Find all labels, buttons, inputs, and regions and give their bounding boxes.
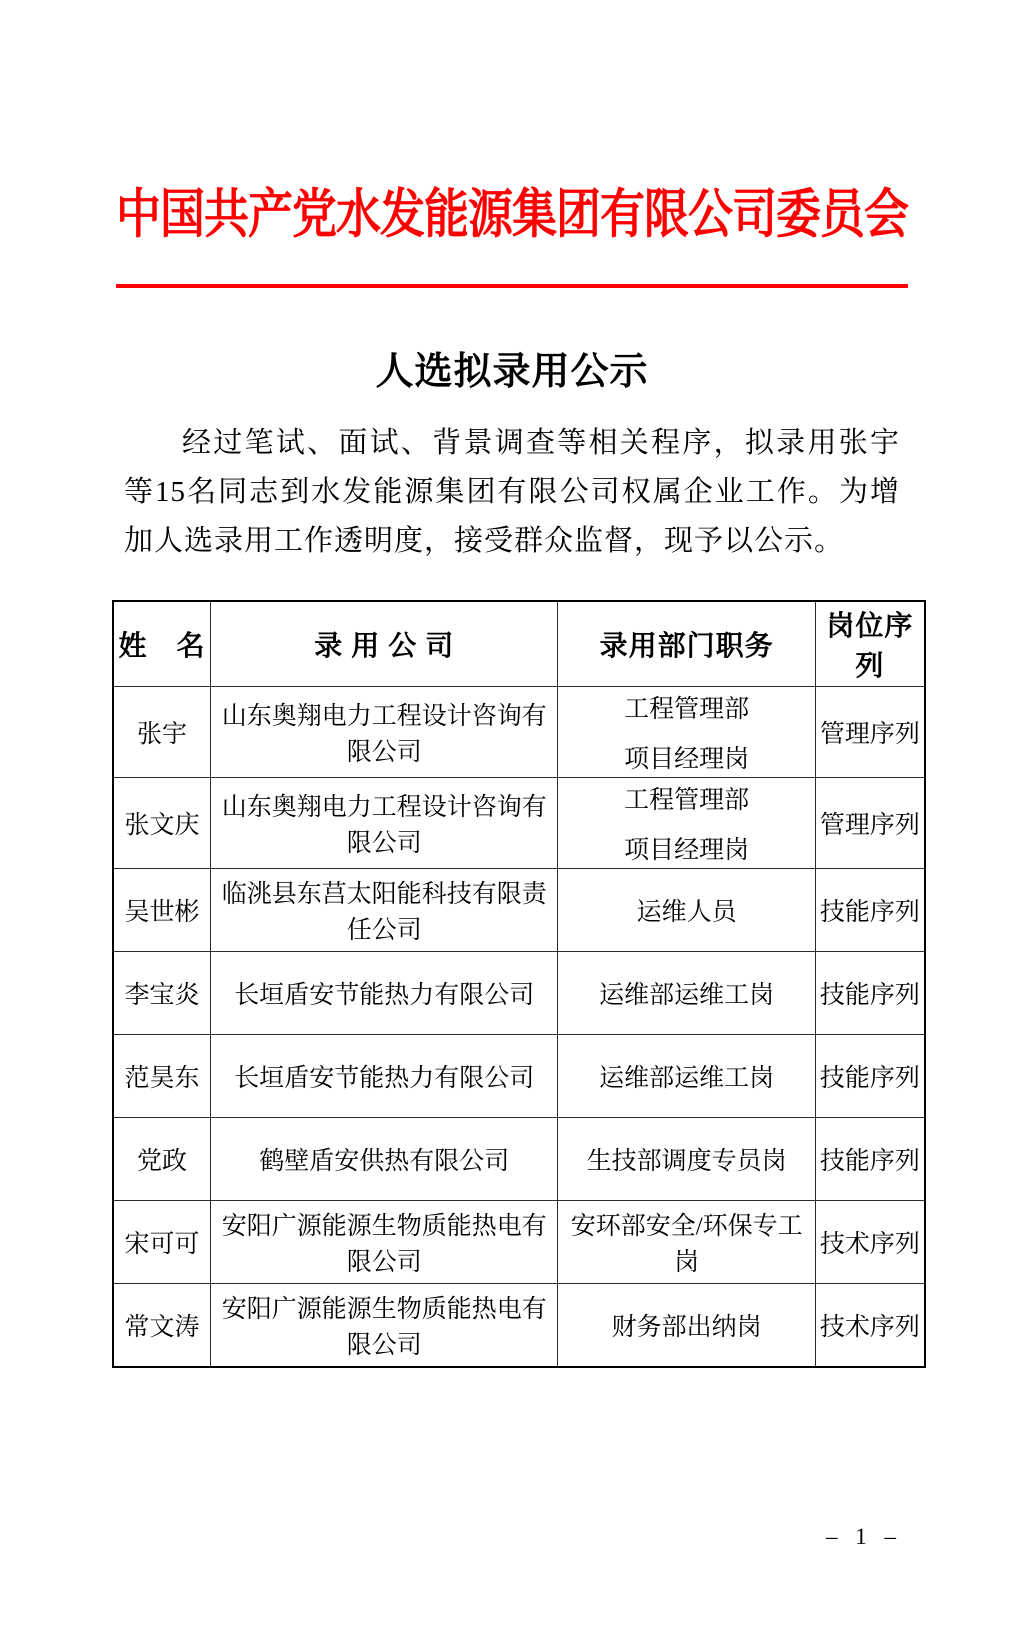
- page-number: – 1 –: [826, 1524, 902, 1549]
- column-header: 岗位序列: [815, 601, 925, 687]
- cell-name: 张文庆: [113, 777, 210, 868]
- position-line: 运维部运维工岗: [599, 981, 775, 1009]
- cell-name: 李宝炎: [113, 951, 210, 1034]
- intro-paragraph: 经过笔试、面试、背景调查等相关程序，拟录用张宇等15名同志到水发能源集团有限公司权属企业工作。为增加人选录用工作透明度，接受群众监督，现予以公示。: [124, 426, 900, 557]
- cell-company: 山东奥翔电力工程设计咨询有限公司: [210, 686, 558, 777]
- cell-name: 宋可可: [113, 1200, 210, 1283]
- position-lines: [562, 1058, 810, 1094]
- cell-position: [558, 1283, 815, 1367]
- cell-company: 长垣盾安节能热力有限公司: [210, 1034, 558, 1117]
- cell-name: 张宇: [113, 686, 210, 777]
- cell-sequence: 技能序列: [815, 1034, 925, 1117]
- column-header: 姓 名: [113, 601, 210, 687]
- position-line: 工程管理部: [624, 786, 750, 814]
- cell-company: 山东奥翔电力工程设计咨询有限公司: [210, 777, 558, 868]
- position-line: 项目经理岗: [624, 836, 750, 864]
- position-line: 运维人员: [636, 898, 737, 926]
- table-row: [113, 686, 925, 777]
- cell-sequence: 技术序列: [815, 1200, 925, 1283]
- table-row: [113, 951, 925, 1034]
- cell-position: [558, 868, 815, 951]
- table-row: [113, 1283, 925, 1367]
- position-line: 生技部调度专员岗: [586, 1147, 787, 1175]
- cell-sequence: 管理序列: [815, 777, 925, 868]
- cell-company: 鹤壁盾安供热有限公司: [210, 1117, 558, 1200]
- cell-sequence: 技能序列: [815, 1117, 925, 1200]
- cell-company: 安阳广源能源生物质能热电有限公司: [210, 1283, 558, 1367]
- position-lines: [562, 780, 810, 866]
- cell-name: 吴世彬: [113, 868, 210, 951]
- position-lines: [562, 1141, 810, 1177]
- cell-sequence: 管理序列: [815, 686, 925, 777]
- table-row: [113, 777, 925, 868]
- position-line: 项目经理岗: [624, 745, 750, 773]
- cell-sequence: 技能序列: [815, 868, 925, 951]
- hiring-table-body: [113, 686, 925, 1367]
- position-lines: [562, 689, 810, 775]
- cell-position: [558, 777, 815, 868]
- cell-position: [558, 1200, 815, 1283]
- position-lines: [562, 1307, 810, 1343]
- cell-name: 常文涛: [113, 1283, 210, 1367]
- cell-company: 安阳广源能源生物质能热电有限公司: [210, 1200, 558, 1283]
- position-line: 安环部安全/环保专工岗: [570, 1212, 803, 1276]
- column-header: 录用部门职务: [558, 601, 815, 687]
- table-row: [113, 1200, 925, 1283]
- position-line: 财务部出纳岗: [611, 1313, 762, 1341]
- cell-company: 临洮县东莒太阳能科技有限责任公司: [210, 868, 558, 951]
- org-title: 中国共产党水发能源集团有限公司委员会: [115, 184, 908, 244]
- cell-position: [558, 1034, 815, 1117]
- cell-name: 范昊东: [113, 1034, 210, 1117]
- hiring-table: [112, 600, 926, 1368]
- cell-position: [558, 1117, 815, 1200]
- position-lines: [562, 892, 810, 928]
- document-page: [0, 186, 1024, 1634]
- position-lines: [562, 1206, 810, 1278]
- table-row: [113, 1117, 925, 1200]
- hiring-table-header-row: [113, 601, 925, 687]
- position-line: 工程管理部: [624, 695, 750, 723]
- position-line: 运维部运维工岗: [599, 1064, 775, 1092]
- cell-sequence: 技术序列: [815, 1283, 925, 1367]
- cell-company: 长垣盾安节能热力有限公司: [210, 951, 558, 1034]
- hiring-table-head: [113, 601, 925, 687]
- position-lines: [562, 975, 810, 1011]
- cell-sequence: 技能序列: [815, 951, 925, 1034]
- table-row: [113, 868, 925, 951]
- doc-title: 人选拟录用公示: [375, 350, 649, 393]
- cell-position: [558, 686, 815, 777]
- column-header: 录 用 公 司: [210, 601, 558, 687]
- cell-name: 党政: [113, 1117, 210, 1200]
- table-row: [113, 1034, 925, 1117]
- cell-position: [558, 951, 815, 1034]
- red-divider: [116, 284, 908, 288]
